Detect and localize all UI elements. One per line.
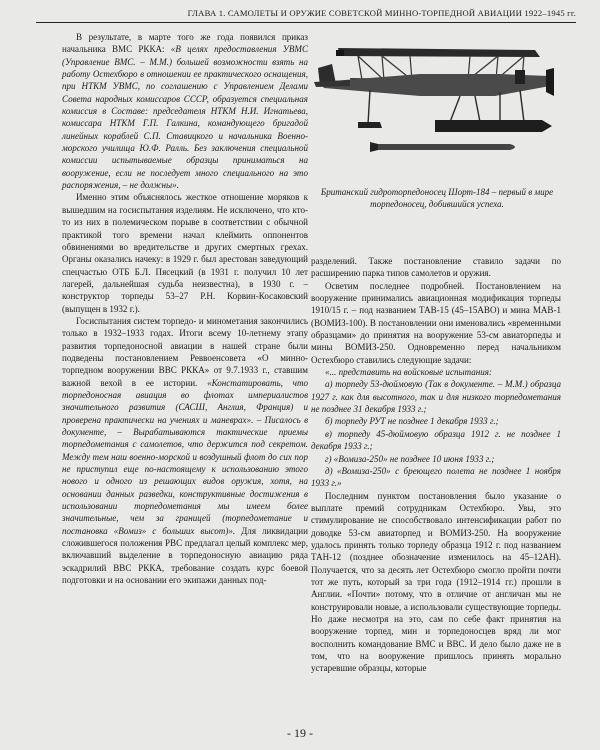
quote-line: б) торпеду РУТ не позднее 1 декабря 1933 г.;: [325, 416, 499, 427]
page-number: - 19 -: [287, 726, 313, 740]
right-column: [311, 255, 561, 675]
figure-caption: Британский гидроторпедоносец Шорт-184 – первый в мире торпедоносец, добившийся успеха.: [320, 187, 554, 210]
paragraph: Именно этим объяснялось жесткое отношение моряков к вышедшим на госиспытания изделиям. Не исключено, что кто-то из них в полемическом порыве в соответствии с обычной практикой того времени начал клеймить оппонентов обвинениями во вредительстве и других смертных грехах. Органы оказались начеку: в 1929 г. был арестован заведующий спецчастью ОТБ Б.Л. Пясецкий (в 1931 г. получил 10 лет лагерей, дальнейшая судьба неизвестна), в 1930 г. – конструктор торпеды 53–27 Р.Н. Корвин-Косаковский (выпущен в 1932 г.).: [62, 192, 308, 314]
paragraph: Последним пунктом постановления было указание о выплате премий сотрудникам Остехбюро. Увы, это стимулирование не способствовало интенсификации работ по доводке 53-см авиаторпед и ВОМИЗ-250. На вооружение удалось принять только торпеду образца 1912 г. под названием ТАН-12 (позднее обозначение изменилось на 45–12АН). Получается, что за десять лет Остехбюро смогло пройти почти тот же путь, который за три года (1912–1914 гг.) прошли в Англии. «Почти» потому, что в отличие от англичан мы не конструировали новые, а использовали существующие торпеды. Но даже несмотря на это, сам по себе факт принятия на вооружение торпед, мин и торпедоносцев вряд ли мог восполнить командование ВМС и ВВС. И дело было даже не в том, что на вооружение пришлось принять морально устаревшие образцы, которые: [311, 490, 561, 674]
seaplane-photo: [310, 30, 562, 175]
quote-line: д) «Вомиза-250» с бреющего полета не позднее 1 ноября 1933 г.»: [311, 465, 561, 489]
running-header: ГЛАВА 1. САМОЛЕТЫ И ОРУЖИЕ СОВЕТСКОЙ МИННО-ТОРПЕДНОЙ АВИАЦИИ 1922–1945 гг.: [36, 8, 576, 23]
quote-line: в) торпеду 45-дюймовую образца 1912 г. не позднее 1 декабря 1933 г.;: [311, 428, 561, 452]
paragraph: Госиспытания систем торпедо- и минометания закончились только в 1932–1933 годах. Итоги всему 10-летнему этапу развития торпедоносной авиации в нашей стране были подведены постановлением Реввоенсовета «О минно-торпедном вооружении ВВС РККА» от 9.7.1933 г., ставшим важной вехой в ее истории. «Констатировать, что торпедоносная авиация во флотах империалистов значительного развития (САСШ, Англия, Франция) и проверена практически на учениях и маневрах». – Писалось в документе, – Вырабатываются тактические приемы торпедометания с самолетов, что держится под секретом. Между тем наш военно-морской и воздушный флот до сих пор не приступил еще по-настоящему к использованию этого нового и одного из решающих видов оружия, хотя, на основании данных разведки, конструктивные достижения в использовании торпедометания мы имеем более значительные, чем за границей (торпедометание и постановка «Вомиз» с больших высот)». Для ликвидации сложившегося положения РВС предлагал целый комплекс мер, включавший выделение в торпедоносную авиацию ряда эскадрилий ВВС РККА, требование создать курс боевой подготовки и на основании его экипажи данных под-: [62, 315, 308, 586]
quote-line: а) торпеду 53-дюймовую (Так в документе. – М.М.) образца 1927 г. как для высотного, так и для низкого торпедометания не позднее 31 декабря 1933 г.;: [311, 379, 561, 415]
quote-line: г) «Вомиза-250» не позднее 10 июня 1933 г.;: [325, 453, 495, 464]
paragraph: разделений. Также постановление ставило задачи по расширению парка типов самолетов и оружия.: [311, 256, 561, 279]
left-column: [62, 31, 308, 586]
quote-line: «... представить на войсковые испытания:: [325, 367, 493, 378]
paragraph: Осветим последнее подробней. Постановлением на вооружение принимались авиационная модификация торпеды 1910/15 г. – под названием ТАВ-15 (45–15АВО) и мина МАВ-1 (ВОМИЗ-100). В постановлении они именовались «временными образцами» до принятия на вооружение 53-см авиаторпеды и мины ВОМИЗ-250. Одновременно перед начальником Остехбюро ставились следующие задачи:: [311, 280, 561, 365]
paragraph: В результате, в марте того же года появился приказ начальника ВМС РККА: «В целях предоставления УВМС (Управление ВМС. – М.М.) большей возможности взять на работу Остехбюро в отношении ее практического оснащения, при НТКМ УВМС, по соглашению с Управлением Делами Совета народных комиссаров СССР, образуется специальная комиссия в Составе: председателя НТКМ Н.И. Игнатьева, комиссара НТКМ Г.П. Галкина, командующего бригадой линейных кораблей С.П. Ставицкого и начальника Военно-морского училища Ю.Ф. Ралль. Без заключения специальной комиссии испытываемые образцы приниматься на вооружение, если не последует много специального на это распоряжения, – не должны».: [62, 32, 308, 191]
seaplane-illustration: [310, 30, 562, 175]
